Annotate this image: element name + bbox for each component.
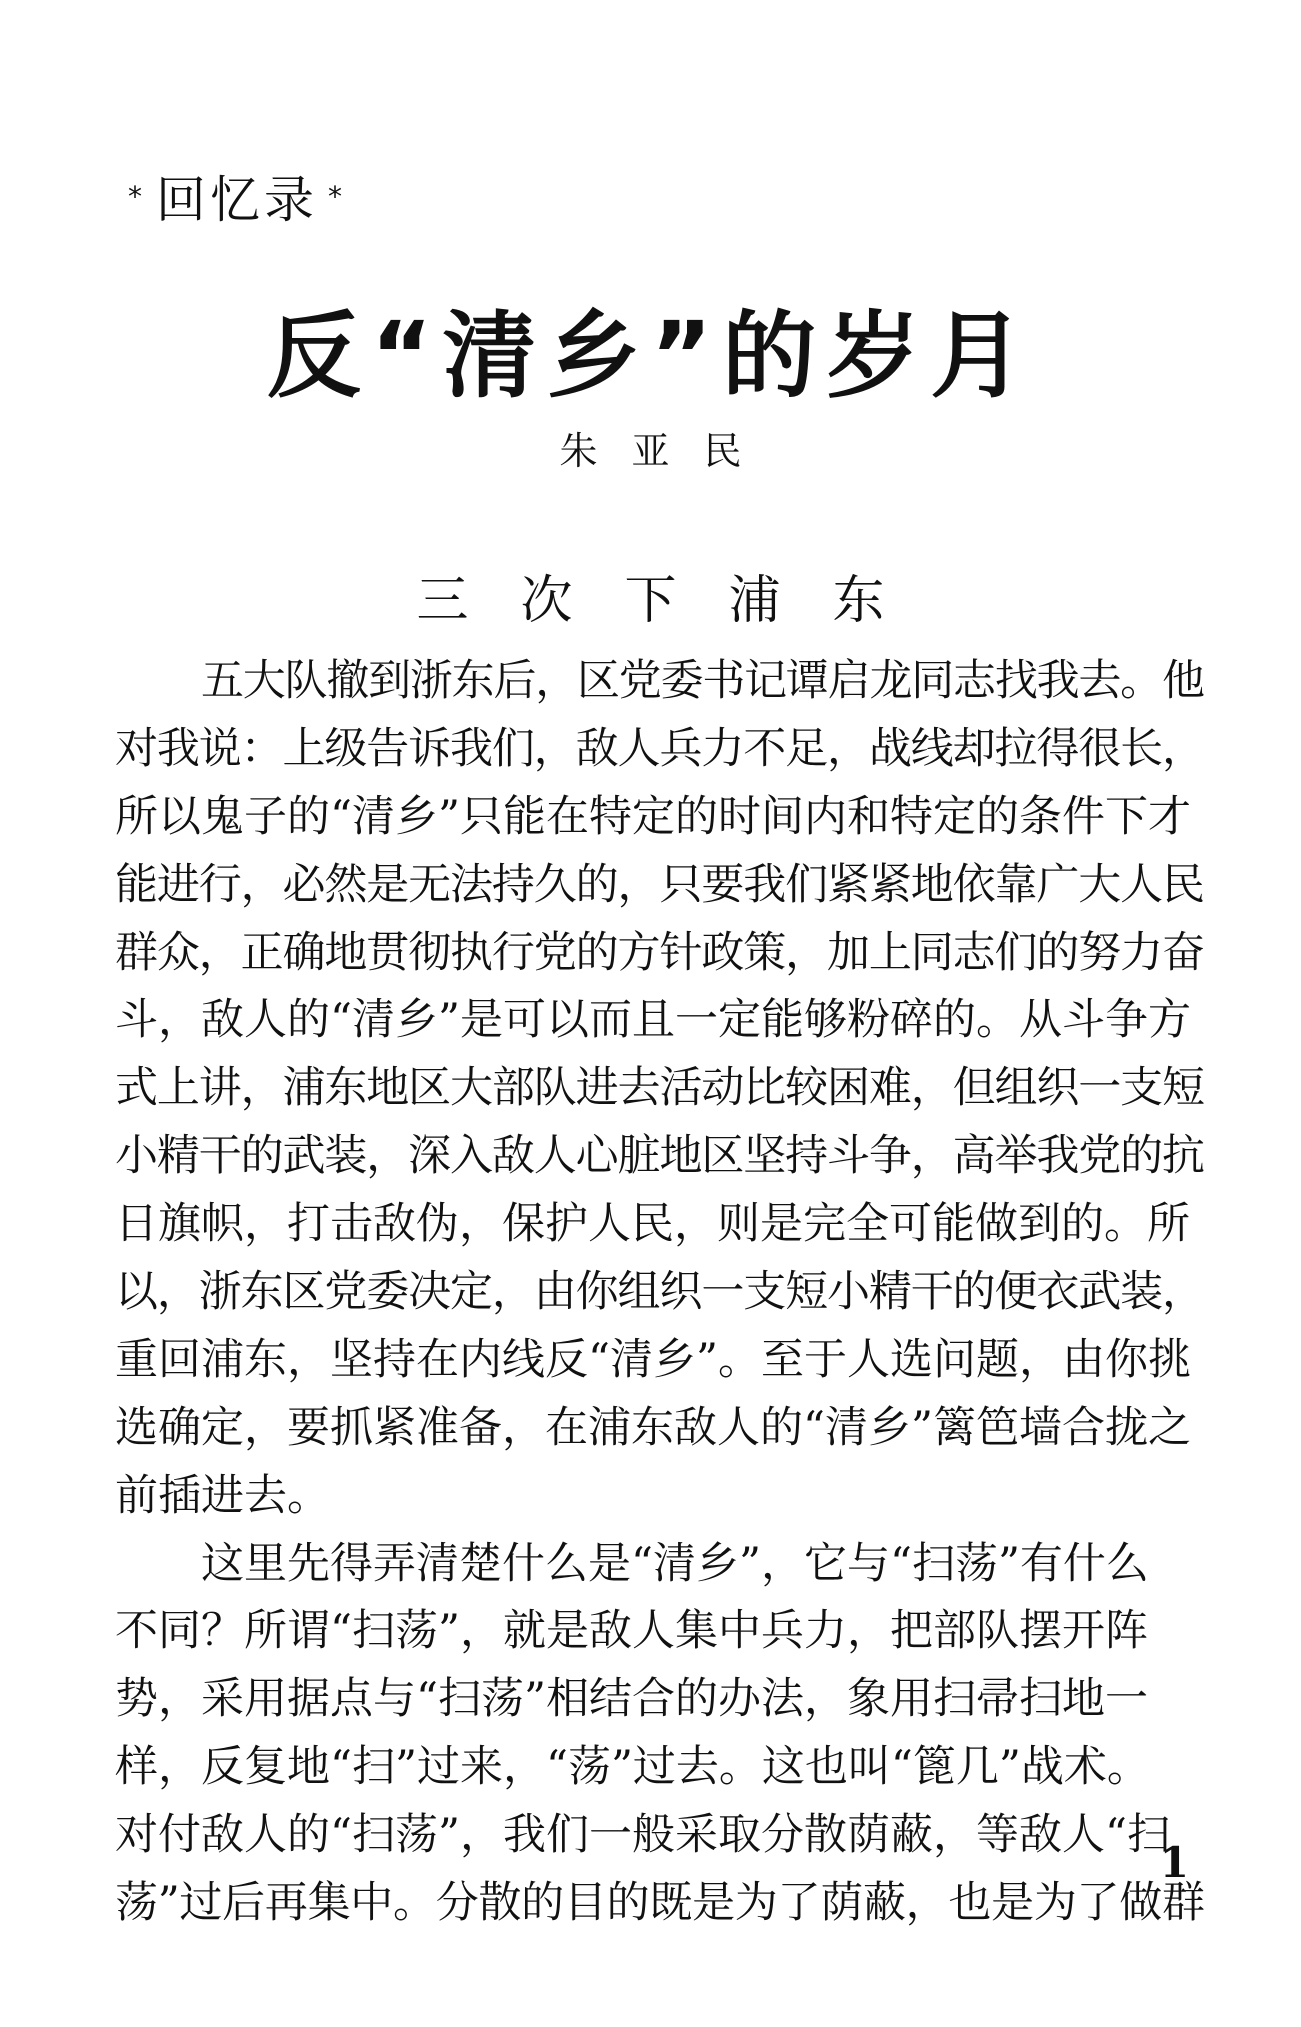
paragraph-line: 日旗帜，打击敌伪，保护人民，则是完全可能做到的。所 [115, 1199, 1190, 1250]
paragraph-line: 能进行，必然是无法持久的，只要我们紧紧地依靠广大人民 [115, 859, 1204, 910]
paragraph-line: 式上讲，浦东地区大部队进去活动比较困难，但组织一支短 [115, 1063, 1204, 1114]
author-name: 朱亚民 [559, 429, 776, 473]
paragraph-line: 以，浙东区党委决定，由你组织一支短小精干的便衣武装， [115, 1267, 1204, 1318]
paragraph-line: 斗，敌人的“清乡”是可以而且一定能够粉碎的。从斗争方 [115, 995, 1191, 1046]
paragraph-line: 对我说：上级告诉我们，敌人兵力不足，战线却拉得很长， [115, 723, 1204, 774]
section-heading: 三次下浦东 [416, 571, 937, 631]
series-label [128, 160, 346, 232]
paragraph-line: 前插进去。 [115, 1470, 330, 1521]
page-number: 1 [1159, 1838, 1189, 1887]
paragraph-line: 五大队撤到浙东后，区党委书记谭启龙同志找我去。他 [201, 656, 1204, 706]
article-title: 反“清乡”的岁月 [266, 302, 1035, 411]
paragraph-line: 群众，正确地贯彻执行党的方针政策，加上同志们的努力奋 [115, 927, 1204, 978]
paragraph-line: 样，反复地“扫”过来，“荡”过去。这也叫“篦几”战术。 [115, 1742, 1150, 1793]
star-ornament-left: * [128, 179, 146, 213]
paragraph-line: 重回浦东，坚持在内线反“清乡”。至于人选问题，由你挑 [115, 1334, 1191, 1385]
paragraph-2 [115, 1531, 1205, 1938]
paragraph-line: 选确定，要抓紧准备，在浦东敌人的“清乡”篱笆墙合拢之 [115, 1402, 1191, 1453]
paragraph-line: 荡”过后再集中。分散的目的既是为了荫蔽，也是为了做群 [115, 1878, 1205, 1929]
paragraph-line: 小精干的武装，深入敌人心脏地区坚持斗争，高举我党的抗 [115, 1131, 1204, 1182]
paragraph-line: 势，采用据点与“扫荡”相结合的办法，象用扫帚扫地一 [115, 1674, 1148, 1725]
paragraph-line: 这里先得弄清楚什么是“清乡”，它与“扫荡”有什么 [201, 1538, 1149, 1589]
star-ornament-right: * [328, 179, 346, 213]
paragraph-1 [115, 648, 1205, 1531]
series-label-text: 回忆录 [156, 171, 318, 229]
article-body [115, 648, 1205, 1938]
paragraph-line: 对付敌人的“扫荡”，我们一般采取分散荫蔽，等敌人“扫 [115, 1810, 1170, 1861]
paragraph-line: 所以鬼子的“清乡”只能在特定的时间内和特定的条件下才 [115, 791, 1191, 842]
paragraph-line: 不同？所谓“扫荡”，就是敌人集中兵力，把部队摆开阵 [115, 1606, 1148, 1657]
